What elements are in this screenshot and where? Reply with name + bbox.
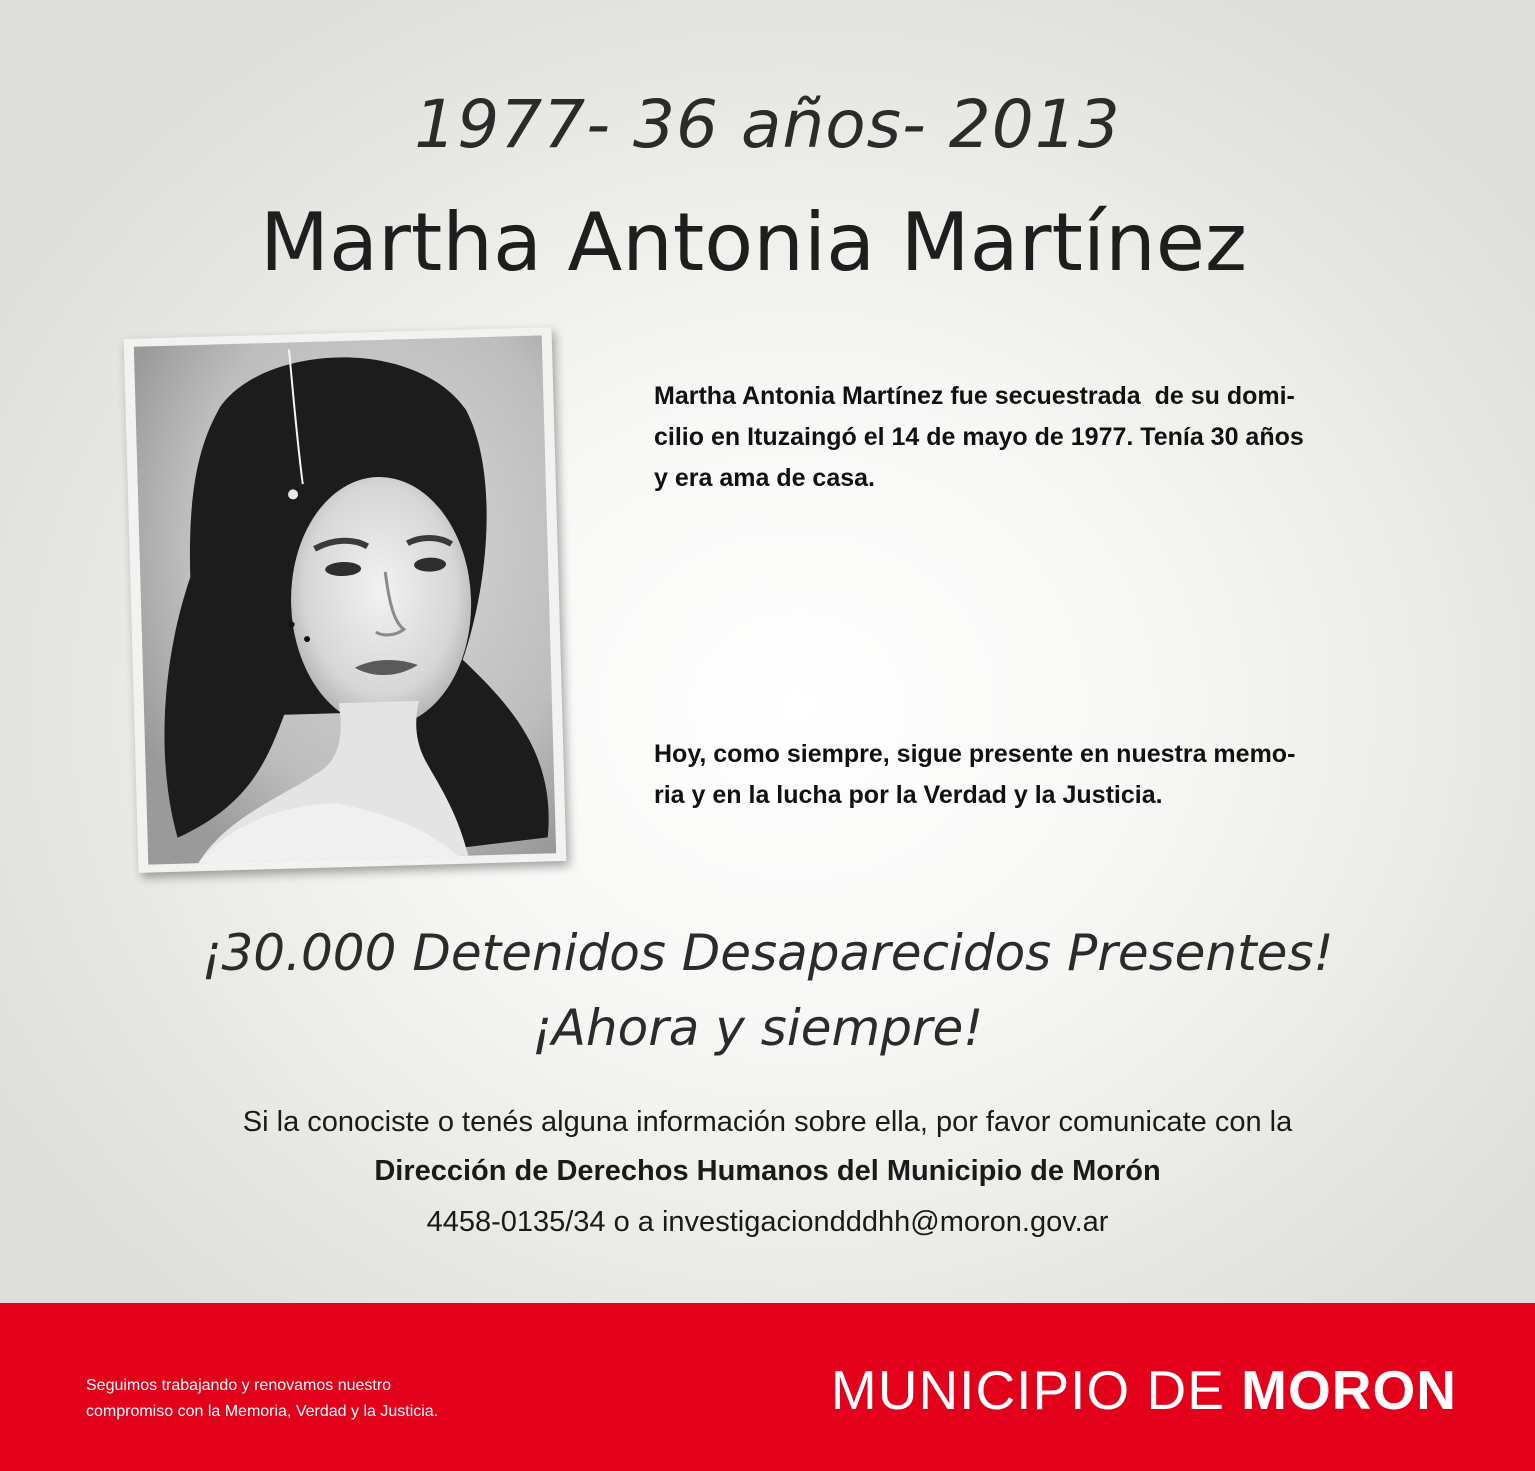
bio-paragraph-abduction xyxy=(654,376,1374,499)
header-years: 1977- 36 años- 2013 xyxy=(414,86,1121,163)
bio-line: y era ama de casa. xyxy=(654,464,875,492)
footer-banner xyxy=(0,1303,1535,1471)
footer-note xyxy=(86,1373,506,1425)
slogan-line-2: ¡Ahora y siempre! xyxy=(531,999,984,1057)
footer-note-line: compromiso con la Memoria, Verdad y la Justicia. xyxy=(86,1403,439,1420)
portrait-photo xyxy=(124,327,567,873)
slogan-line-1: ¡30.000 Detenidos Desaparecidos Presentes! xyxy=(201,924,1334,982)
page-title: Martha Antonia Martínez xyxy=(259,196,1248,289)
bio-line: cilio en Ituzaingó el 14 de mayo de 1977. Tenía 30 años xyxy=(654,423,1304,451)
portrait-image xyxy=(124,327,567,873)
brand-prefix: MUNICIPIO DE xyxy=(830,1359,1242,1421)
municipality-logo-text xyxy=(831,1355,1457,1425)
contact-phone-email: 4458-0135/34 o a investigaciondddhh@moron.gov.ar xyxy=(426,1206,1109,1238)
footer-note-line: Seguimos trabajando y renovamos nuestro xyxy=(86,1377,392,1394)
brand-bold: MORON xyxy=(1241,1359,1457,1421)
bio-line: Martha Antonia Martínez fue secuestrada de su domi- xyxy=(654,382,1295,410)
bio-line: ria y en la lucha por la Verdad y la Justicia. xyxy=(654,781,1163,809)
bio-paragraph-memory xyxy=(654,734,1374,816)
bio-line: Hoy, como siempre, sigue presente en nuestra memo- xyxy=(654,740,1296,768)
contact-intro: Si la conociste o tenés alguna información sobre ella, por favor comunicate con la xyxy=(242,1106,1293,1138)
contact-organization: Dirección de Derechos Humanos del Municipio de Morón xyxy=(374,1155,1161,1187)
